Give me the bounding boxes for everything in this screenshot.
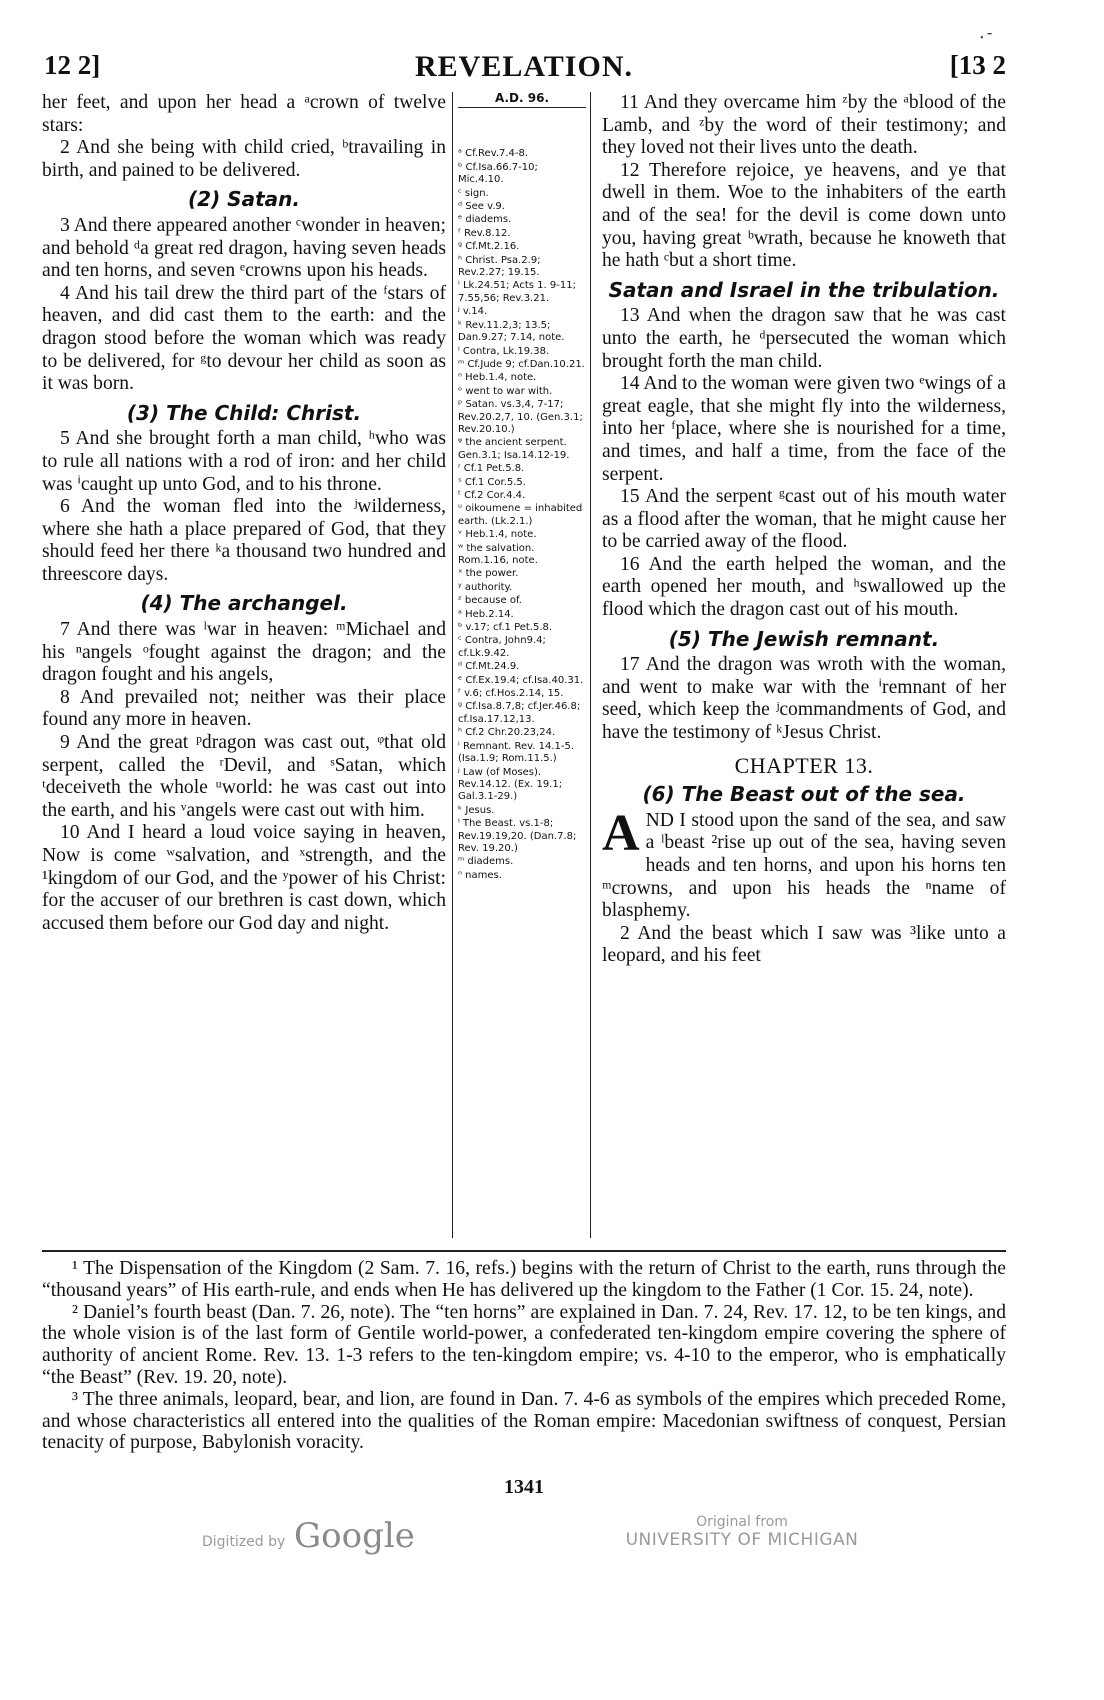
column-divider bbox=[590, 92, 591, 1238]
margin-reference: ˢ Cf.1 Cor.5.5. bbox=[458, 476, 526, 488]
verse-text: ND I stood upon the sand of the sea, and saw a ˡbeast ²rise up out of the sea, having seven heads and ten horns, and upon his horns ten ᵐcrowns, and upon his heads the ⁿname of blasphemy. bbox=[602, 809, 1006, 922]
verse-paragraph: 13 And when the dragon saw that he was cast unto the earth, he ᵈpersecuted the woman which brought forth the man child. bbox=[602, 305, 1006, 372]
university-text: UNIVERSITY OF MICHIGAN bbox=[625, 1530, 859, 1550]
margin-reference: ᵃ Cf.Rev.7.4-8. bbox=[458, 148, 529, 160]
margin-reference: ᵉ Cf.Ex.19.4; cf.Isa.40.31. bbox=[458, 674, 584, 686]
chapter-heading: CHAPTER 13. bbox=[734, 752, 874, 778]
margin-reference: ᵠ the ancient serpent. Gen.3.1; Isa.14.12-19. bbox=[458, 437, 570, 461]
section-heading: (2) Satan. bbox=[188, 187, 300, 212]
verse-paragraph: 3 And there appeared another ᶜwonder in heaven; and behold ᵈa great red dragon, having seven heads and ten horns, and seven ᵉcrowns upon his heads. bbox=[42, 214, 446, 282]
margin-reference: ⁱ Lk.24.51; Acts 1. 9-11; 7.55,56; Rev.3.21. bbox=[458, 280, 576, 304]
verse-paragraph: 2 And the beast which I saw was ³like unto a leopard, and his feet bbox=[602, 922, 1006, 967]
margin-reference: ᵃ Heb.2.14. bbox=[458, 608, 514, 620]
verse-paragraph: 15 And the serpent ᵍcast out of his mouth water as a flood after the woman, that he might cause her to be carried away of the flood. bbox=[602, 486, 1006, 553]
margin-reference: ᵏ Rev.11.2,3; 13.5; Dan.9.27; 7.14, note. bbox=[458, 319, 565, 344]
margin-reference: ᶠ v.6; cf.Hos.2.14, 15. bbox=[458, 688, 564, 700]
original-from-watermark bbox=[612, 1514, 872, 1550]
footnote: ² Daniel’s fourth beast (Dan. 7. 26, note). The “ten horns” are explained in Dan. 7. 24, Rev. 17. 12, to be ten kings, and the whole vision is of the last form of Gentile world-power, a confederated ten-kingdom empire covering the sphere of authority of ancient Rome. Rev. 13. 1-3 refers to the ten-kingdom empire; vs. 4-10 to the emperor, who is emphatically “the Beast” (Rev. 19. 20, note). bbox=[42, 1301, 1006, 1388]
verse-paragraph: 17 And the dragon was wroth with the woman, and went to make war with the ⁱremnant of her seed, which keep the ʲcommandments of God, and have the testimony of ᵏJesus Christ. bbox=[602, 654, 1006, 744]
margin-reference: ᶜ Contra, John9.4; cf.Lk.9.42. bbox=[458, 635, 546, 659]
margin-reference: ᵛ Heb.1.4, note. bbox=[458, 529, 537, 541]
digitized-by-text: Digitized by bbox=[202, 1534, 286, 1550]
margin-reference: ᵐ diadems. bbox=[458, 856, 514, 868]
margin-reference: ʲ v.14. bbox=[458, 306, 488, 318]
verse-paragraph: 10 And I heard a loud voice saying in heaven, Now is come ʷsalvation, and ˣstrength, and the ¹kingdom of our God, and the ʸpower of his Christ: for the accuser of our brethren is cast down, which accused them before our God day and night. bbox=[42, 822, 446, 934]
section-heading: (4) The archangel. bbox=[140, 591, 348, 616]
margin-year: A.D. 96. bbox=[458, 92, 586, 108]
drop-cap: A bbox=[602, 804, 640, 862]
footnote: ¹ The Dispensation of the Kingdom (2 Sam. 7. 16, refs.) begins with the return of Christ to the earth, runs through the “thousand years” of His earth-rule, and ends when He has delivered up the kingdom to the Father (1 Cor. 15. 24, note). bbox=[42, 1258, 1006, 1301]
margin-notes-list bbox=[458, 148, 586, 882]
verse-paragraph: 7 And there was ˡwar in heaven: ᵐMichael and his ⁿangels ᵒfought against the dragon; and the dragon fought and his angels, bbox=[42, 619, 446, 686]
section-heading: (5) The Jewish remnant. bbox=[668, 626, 940, 651]
column-divider bbox=[452, 92, 453, 1238]
section-heading: (3) The Child: Christ. bbox=[126, 400, 362, 425]
margin-reference: ᶜ sign. bbox=[458, 187, 489, 199]
running-head-right: [13 2 bbox=[949, 50, 1006, 80]
margin-reference: ᵍ Cf.Isa.8.7,8; cf.Jer.46.8; cf.Isa.17.12,13. bbox=[458, 701, 581, 725]
original-from-text: Original from bbox=[696, 1514, 788, 1530]
margin-reference: ᶻ because of. bbox=[458, 595, 522, 607]
margin-reference: ʸ authority. bbox=[458, 581, 513, 593]
verse-paragraph: 8 And prevailed not; neither was their place found any more in heaven. bbox=[42, 686, 446, 731]
margin-reference: ʳ Cf.1 Pet.5.8. bbox=[458, 463, 525, 475]
verse-paragraph: 2 And she being with child cried, ᵇtravailing in birth, and pained to be delivered. bbox=[42, 137, 446, 181]
verse-paragraph: 4 And his tail drew the third part of the ᶠstars of heaven, and did cast them to the earth: and the dragon stood before the woman which was ready to be delivered, for ᵍto devour her child as soon as it was born. bbox=[42, 282, 446, 395]
corner-mark-icon: ⸱ ⁻ bbox=[980, 31, 992, 46]
left-text-column bbox=[42, 92, 446, 935]
google-logo: Google bbox=[294, 1516, 415, 1556]
margin-reference: ᵍ Cf.Mt.2.16. bbox=[458, 241, 520, 253]
running-head-book-title: REVELATION. bbox=[415, 50, 633, 83]
verse-paragraph: 5 And she brought forth a man child, ʰwho was to rule all nations with a rod of iron: and her child was ⁱcaught up unto God, and to his throne. bbox=[42, 428, 446, 495]
margin-reference: ᵇ v.17; cf.1 Pet.5.8. bbox=[458, 622, 553, 634]
margin-reference: ⁿ names. bbox=[458, 869, 502, 881]
margin-reference: ˡ Contra, Lk.19.38. bbox=[458, 345, 550, 357]
margin-reference: ᵘ oikoumene = inhabited earth. (Lk.2.1.) bbox=[458, 503, 583, 527]
verse-paragraph: 14 And to the woman were given two ᵉwings of a great eagle, that she might fly into the wilderness, into her ᶠplace, where she is nourished for a time, and times, and half a time, from the face of the serpent. bbox=[602, 373, 1006, 485]
margin-reference: ᵇ Cf.Isa.66.7-10; Mic.4.10. bbox=[458, 161, 538, 186]
section-heading: (6) The Beast out of the sea. bbox=[642, 782, 966, 807]
page-number: 1341 bbox=[504, 1476, 544, 1498]
marginal-references bbox=[458, 92, 586, 883]
margin-reference: ᶠ Rev.8.12. bbox=[458, 227, 511, 239]
verse-paragraph: 9 And the great ᵖdragon was cast out, ᵠthat old serpent, called the ʳDevil, and ˢSatan, which ᵗdeceiveth the whole ᵘworld: he was cast out into the earth, and his ᵛangels were cast out with him. bbox=[42, 732, 446, 821]
bible-page bbox=[42, 31, 1006, 1636]
section-heading: Satan and Israel in the tribulation. bbox=[608, 277, 1000, 302]
margin-reference: ʲ Law (of Moses). Rev.14.12. (Ex. 19.1; Gal.3.1-29.) bbox=[458, 766, 563, 803]
margin-reference: ˡ The Beast. vs.1-8; Rev.19.19,20. (Dan.7.8; Rev. 19.20.) bbox=[458, 818, 577, 854]
margin-reference: ʷ the salvation. Rom.1.16, note. bbox=[458, 542, 538, 566]
margin-reference: ᵒ went to war with. bbox=[458, 385, 553, 397]
margin-reference: ᵈ Cf.Mt.24.9. bbox=[458, 661, 520, 673]
verse-paragraph: her feet, and upon her head a ᵃcrown of twelve stars: bbox=[42, 92, 446, 136]
verse-paragraph bbox=[602, 804, 1006, 923]
verse-paragraph: 6 And the woman fled into the ʲwilderness, where she hath a place prepared of God, that they should feed her there ᵏa thousand two hundred and threescore days. bbox=[42, 496, 446, 585]
margin-reference: ⁱ Remnant. Rev. 14.1-5. (Isa.1.9; Rom.11.5.) bbox=[458, 740, 575, 765]
running-head bbox=[42, 31, 1006, 90]
margin-reference: ᵉ diadems. bbox=[458, 214, 512, 226]
verse-paragraph: 16 And the earth helped the woman, and the earth opened her mouth, and ʰswallowed up the flood which the dragon cast out of his mouth. bbox=[602, 553, 1006, 621]
verse-paragraph: 11 And they overcame him ᶻby the ᵃblood of the Lamb, and ᶻby the word of their testimony; and they loved not their lives unto the death. bbox=[602, 92, 1006, 159]
footnote: ³ The three animals, leopard, bear, and lion, are found in Dan. 7. 4-6 as symbols of the empires which preceded Rome, and whose characteristics all entered into the qualities of the Roman empire: Macedonian swiftness of conquest, Persian tenacity of purpose, Babylonish voracity. bbox=[42, 1388, 1006, 1454]
margin-reference: ᵖ Satan. vs.3,4, 7-17; Rev.20.2,7, 10. (Gen.3.1; Rev.20.10.) bbox=[458, 399, 583, 435]
margin-reference: ᵗ Cf.2 Cor.4.4. bbox=[458, 489, 526, 501]
digitized-by-watermark bbox=[202, 1516, 462, 1562]
margin-reference: ᵏ Jesus. bbox=[458, 804, 495, 816]
footnote-divider bbox=[42, 1250, 1006, 1252]
running-head-left: 12 2] bbox=[44, 50, 101, 80]
right-text-column bbox=[602, 92, 1006, 968]
margin-reference: ʰ Cf.2 Chr.20.23,24. bbox=[458, 727, 556, 739]
margin-reference: ᵈ See v.9. bbox=[458, 201, 505, 213]
footnotes bbox=[42, 1258, 1006, 1454]
verse-paragraph: 12 Therefore rejoice, ye heavens, and ye that dwell in them. Woe to the inhabiters of the earth and of the sea! for the devil is come down unto you, having great ᵇwrath, because he knoweth that he hath ᶜbut a short time. bbox=[602, 159, 1006, 272]
margin-reference: ʰ Christ. Psa.2.9; Rev.2.27; 19.15. bbox=[458, 254, 541, 279]
margin-reference: ᵐ Cf.Jude 9; cf.Dan.10.21. bbox=[458, 358, 585, 370]
margin-reference: ⁿ Heb.1.4, note. bbox=[458, 372, 537, 384]
margin-reference: ˣ the power. bbox=[458, 568, 519, 580]
